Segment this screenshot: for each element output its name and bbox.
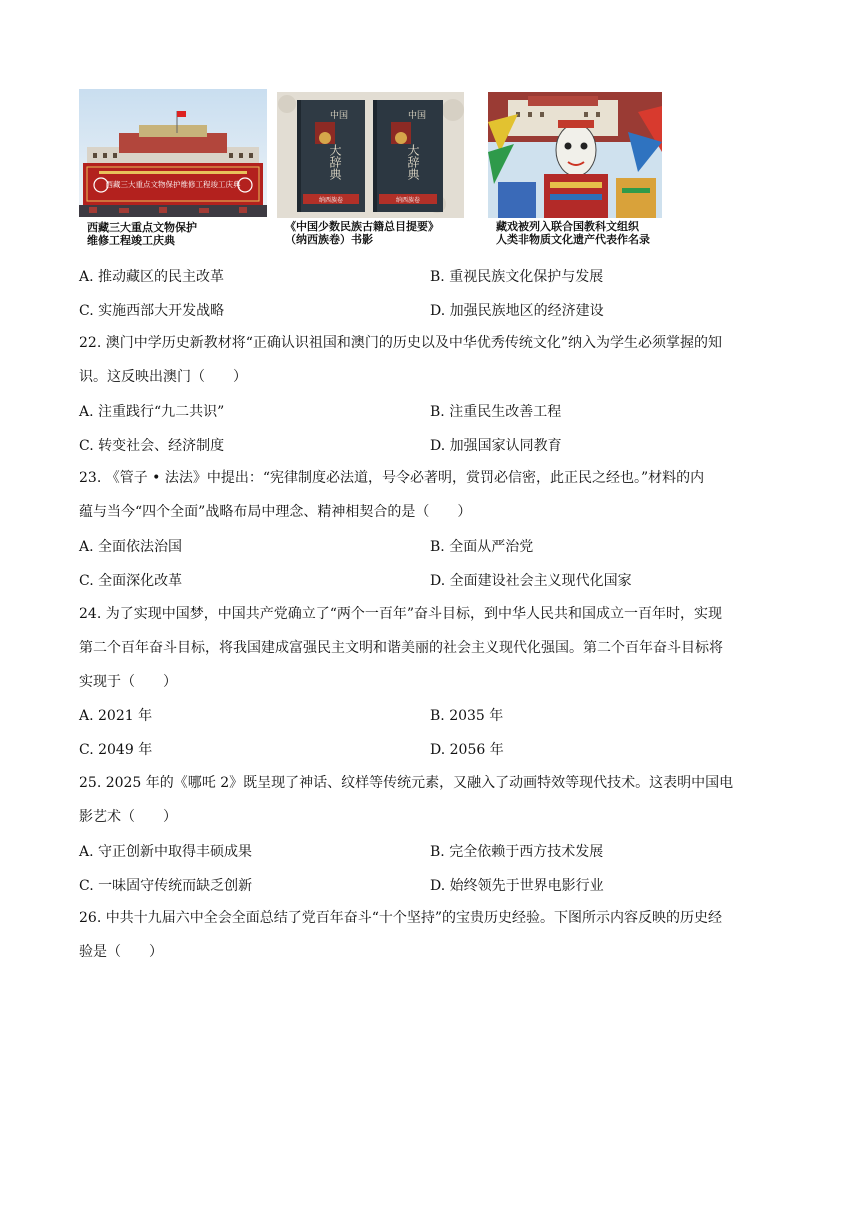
caption-line: （纳西族卷）书影	[285, 233, 373, 246]
question-text-line: 实现于（ ）	[79, 674, 177, 690]
caption-line: 人类非物质文化遗产代表作名录	[496, 233, 650, 246]
book-title-small: 中国	[407, 111, 427, 121]
banner-text: 西藏三大重点文物保护维修工程竣工庆典	[105, 180, 241, 189]
q25-option-d: D. 始终领先于世界电影行业	[430, 878, 604, 894]
q25-option-b: B. 完全依赖于西方技术发展	[430, 844, 604, 860]
q22-option-a: A. 注重践行“九二共识”	[79, 404, 225, 420]
q23-option-d: D. 全面建设社会主义现代化国家	[430, 573, 632, 589]
tibetan-opera-mask-photo	[488, 92, 662, 218]
question-22	[79, 326, 779, 394]
caption-line: 藏戏被列入联合国教科文组织	[496, 220, 639, 233]
book-title-small: 中国	[329, 111, 349, 121]
question-text-line: 22. 澳门中学历史新教材将“正确认识祖国和澳门的历史以及中华优秀传统文化”纳入为学生必须掌握的知	[79, 335, 723, 351]
q23-option-c: C. 全面深化改革	[79, 573, 183, 589]
figure-tibetan-opera	[488, 92, 668, 252]
q24-option-b: B. 2035 年	[430, 708, 504, 724]
q21-option-d: D. 加强民族地区的经济建设	[430, 303, 604, 319]
q24-option-c: C. 2049 年	[79, 742, 153, 758]
figure-potala-ceremony	[79, 89, 269, 249]
question-text-line: 第二个百年奋斗目标，将我国建成富强民主文明和谐美丽的社会主义现代化强国。第二个百年奋斗目标将	[79, 640, 723, 656]
q22-option-d: D. 加强国家认同教育	[430, 438, 562, 454]
book-subtitle: 纳西族卷	[318, 197, 344, 204]
book-cover-photo	[277, 92, 464, 218]
q24-option-d: D. 2056 年	[430, 742, 504, 758]
q22-option-b: B. 注重民生改善工程	[430, 404, 562, 420]
caption-line: 维修工程竣工庆典	[87, 234, 175, 247]
question-text-line: 识。这反映出澳门（ ）	[79, 369, 247, 385]
question-26	[79, 901, 779, 969]
q25-option-c: C. 一味固守传统而缺乏创新	[79, 878, 253, 894]
question-25	[79, 766, 779, 834]
book-title-large: 大辞典	[328, 144, 342, 180]
question-text-line: 24. 为了实现中国梦，中国共产党确立了“两个一百年”奋斗目标，到中华人民共和国成立一百年时，实现	[79, 606, 723, 622]
figure-caption	[496, 220, 650, 246]
question-text-line: 验是（ ）	[79, 944, 163, 960]
question-23	[79, 461, 779, 529]
q24-option-a: A. 2021 年	[79, 708, 153, 724]
q25-option-a: A. 守正创新中取得丰硕成果	[79, 844, 253, 860]
potala-palace-banner-photo	[79, 89, 267, 217]
q21-option-c: C. 实施西部大开发战略	[79, 303, 225, 319]
q21-option-b: B. 重视民族文化保护与发展	[430, 269, 604, 285]
figure-caption	[285, 220, 439, 246]
question-text-line: 23. 《管子 • 法法》中提出：“宪律制度必法道，号令必著明，赏罚必信密，此正民之经也。”材料的内	[79, 470, 705, 486]
question-text-line: 蕴与当今“四个全面”战略布局中理念、精神相契合的是（ ）	[79, 504, 472, 520]
caption-line: 《中国少数民族古籍总目提要》	[285, 220, 439, 233]
q23-option-b: B. 全面从严治党	[430, 539, 534, 555]
book-title-large: 大辞典	[406, 144, 420, 180]
q23-option-a: A. 全面依法治国	[79, 539, 183, 555]
question-24	[79, 597, 779, 699]
book-subtitle: 纳西族卷	[395, 197, 421, 204]
figure-book-cover	[277, 92, 467, 252]
question-text-line: 25. 2025 年的《哪吒 2》既呈现了神话、纹样等传统元素，又融入了动画特效等现代技术。这表明中国电	[79, 775, 734, 791]
q21-option-a: A. 推动藏区的民主改革	[79, 269, 225, 285]
caption-line: 西藏三大重点文物保护	[87, 221, 197, 234]
q22-option-c: C. 转变社会、经济制度	[79, 438, 225, 454]
question-text-line: 26. 中共十九届六中全会全面总结了党百年奋斗“十个坚持”的宝贵历史经验。下图所示内容反映的历史经	[79, 910, 723, 926]
figure-caption	[87, 221, 197, 247]
question-text-line: 影艺术（ ）	[79, 809, 177, 825]
